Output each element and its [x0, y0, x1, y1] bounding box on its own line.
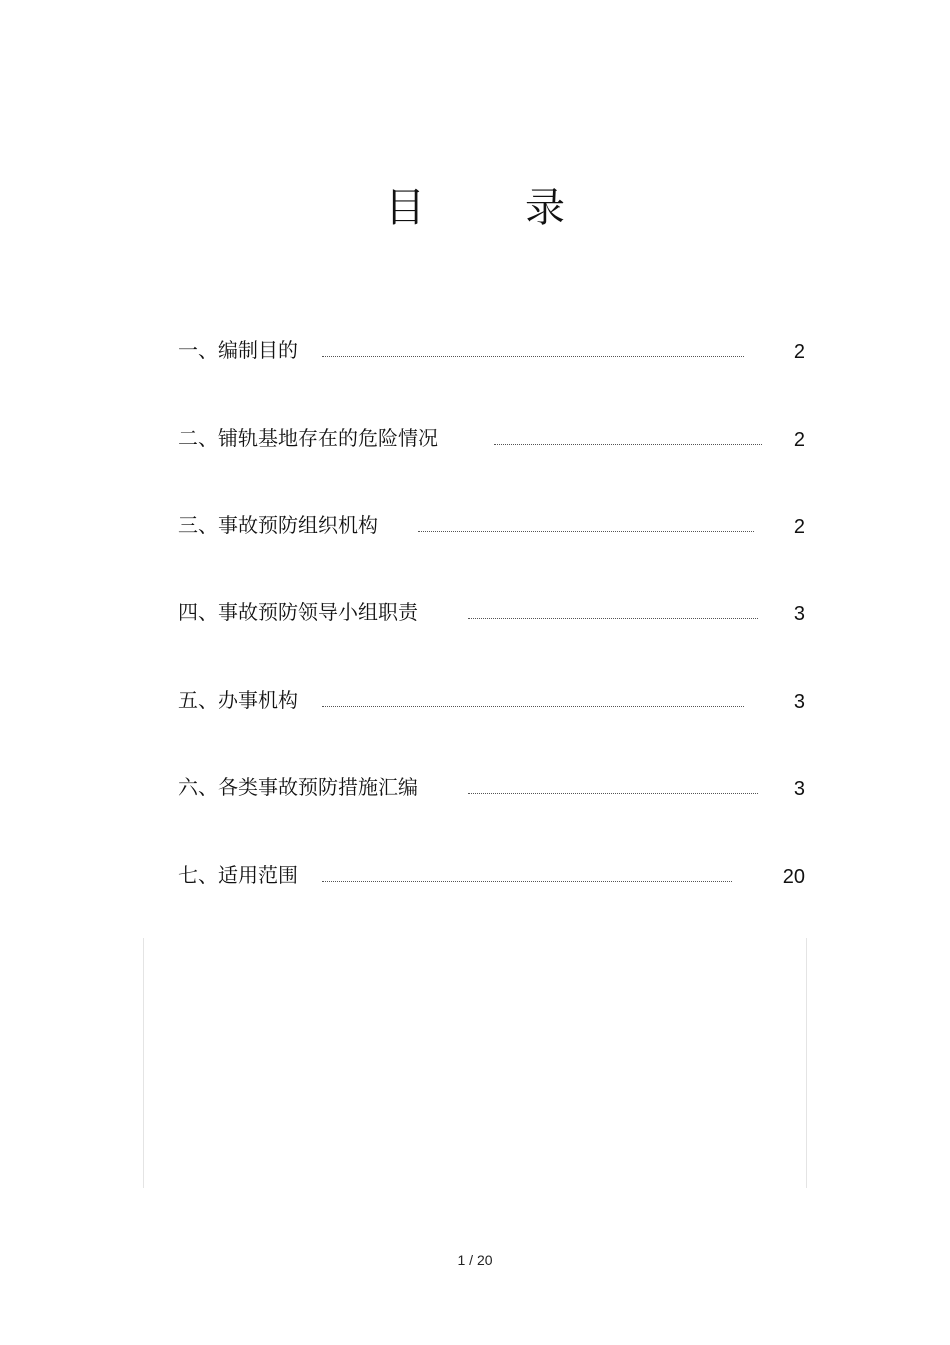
- toc-entry-label: 六、各类事故预防措施汇编: [178, 775, 418, 799]
- toc-dot-leader: [322, 356, 744, 357]
- toc-entry-label: 三、事故预防组织机构: [178, 513, 378, 537]
- toc-page-number: 20: [782, 866, 805, 888]
- toc-page-number: 2: [793, 429, 805, 451]
- toc-dot-leader: [494, 444, 762, 445]
- toc-entry-label: 四、事故预防领导小组职责: [178, 600, 418, 624]
- toc-entry-label: 二、铺轨基地存在的危险情况: [178, 426, 438, 450]
- toc-page-number: 3: [793, 691, 805, 713]
- toc-page-number: 3: [793, 603, 805, 625]
- page-number-footer: 1 / 20: [457, 1252, 493, 1268]
- toc-dot-leader: [418, 531, 754, 532]
- title-char: 目: [385, 185, 425, 231]
- toc-entry-label: 五、办事机构: [178, 688, 298, 712]
- toc-entry-label: 一、编制目的: [178, 338, 298, 362]
- toc-dot-leader: [468, 618, 758, 619]
- toc-entry[interactable]: [0, 592, 950, 632]
- toc-dot-leader: [468, 793, 758, 794]
- toc-dot-leader: [322, 881, 732, 882]
- toc-dot-leader: [322, 706, 744, 707]
- page-title: [0, 180, 950, 236]
- title-char: 录: [525, 185, 565, 231]
- toc-entry[interactable]: [0, 680, 950, 720]
- toc-entry[interactable]: [0, 505, 950, 545]
- toc-entry[interactable]: [0, 767, 950, 807]
- toc-page-number: 2: [793, 516, 805, 538]
- toc-entry[interactable]: [0, 330, 950, 370]
- toc-page-number: 3: [793, 778, 805, 800]
- toc-entry[interactable]: [0, 418, 950, 458]
- frame-line-left: [143, 938, 144, 1188]
- toc-page-number: 2: [793, 341, 805, 363]
- toc-entry-label: 七、适用范围: [178, 863, 298, 887]
- frame-line-right: [806, 938, 807, 1188]
- toc-entry[interactable]: [0, 855, 950, 895]
